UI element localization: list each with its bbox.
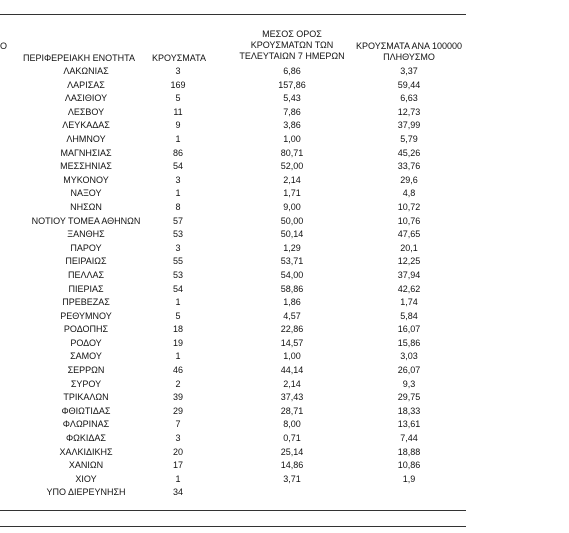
cell-cases: 55 [172,256,183,267]
table-row [0,378,466,392]
cell-7day-average: 53,71 [280,256,304,267]
cell-cases-per-100k: 12,25 [397,256,421,267]
table-row [0,160,466,174]
cell-cases: 20 [172,446,183,457]
cell-cases-per-100k: 5,79 [400,133,418,144]
cell-cases: 7 [175,419,181,430]
table-row [0,201,466,215]
table-row [0,364,466,378]
table-row [0,65,466,79]
table-row [0,242,466,256]
cell-region: ΧΙΟΥ [75,473,97,484]
table-row [0,473,466,487]
cell-7day-average: 1,86 [283,297,301,308]
cell-region: ΠΕΛΛΑΣ [67,269,105,280]
cell-cases: 1 [175,297,181,308]
table-row [0,418,466,432]
cell-cases-per-100k: 1,74 [400,297,418,308]
table-row [0,310,466,324]
table-row [0,215,466,229]
cell-cases: 8 [175,201,181,212]
cell-cases-per-100k: 29,6 [400,174,418,185]
cell-7day-average: 25,14 [280,446,304,457]
cell-region: ΛΕΣΒΟΥ [67,106,105,117]
cell-region: ΧΑΛΚΙΔΙΚΗΣ [59,446,113,457]
cell-region: ΛΑΡΙΣΑΣ [67,79,105,90]
table-row [0,296,466,310]
cell-7day-average: 14,86 [280,460,304,471]
cell-region: ΝΗΣΩΝ [70,201,102,212]
table-row [0,174,466,188]
cell-region: ΤΡΙΚΑΛΩΝ [63,392,109,403]
cell-region: ΧΑΝΙΩΝ [68,460,104,471]
cell-cases-per-100k: 15,86 [397,337,421,348]
cell-cases: 3 [175,433,181,444]
cell-region: ΝΑΞΟΥ [70,188,102,199]
cell-cases: 5 [175,93,181,104]
cell-7day-average: 37,43 [280,392,304,403]
cell-cases-per-100k: 18,33 [397,405,421,416]
cell-cases: 86 [172,147,183,158]
cell-7day-average: 5,43 [283,93,301,104]
cell-cases: 46 [172,365,183,376]
cell-cases-per-100k: 42,62 [397,283,421,294]
cell-cases: 169 [170,79,186,90]
cell-cases: 5 [175,310,181,321]
cell-region: ΝΟΤΙΟΥ ΤΟΜΕΑ ΑΘΗΝΩΝ [31,215,141,226]
cell-cases: 19 [172,337,183,348]
cell-cases-per-100k: 3,03 [400,351,418,362]
table-row [0,133,466,147]
cell-cases-per-100k: 10,76 [397,215,421,226]
cell-region: ΜΑΓΝΗΣΙΑΣ [60,147,112,158]
cell-cases: 18 [172,324,183,335]
cell-7day-average: 2,14 [283,174,301,185]
cell-cases: 1 [175,473,181,484]
cell-7day-average: 50,14 [280,229,304,240]
cell-7day-average: 1,00 [283,133,301,144]
cell-region: ΛΑΣΙΘΙΟΥ [64,93,108,104]
cell-region: ΥΠΟ ΔΙΕΡΕΥΝΗΣΗ [46,487,126,498]
cell-region: ΠΕΙΡΑΙΩΣ [65,256,107,267]
cell-cases: 34 [172,487,183,498]
table-row [0,391,466,405]
cell-cases: 39 [172,392,183,403]
cell-7day-average: 28,71 [280,405,304,416]
cell-cases-per-100k: 10,86 [397,460,421,471]
cell-cases: 57 [172,215,183,226]
cell-cases-per-100k: 47,65 [397,229,421,240]
cell-cases-per-100k: 45,26 [397,147,421,158]
table-row [0,255,466,269]
header-cases: ΚΡΟΥΣΜΑΤΑ [152,53,206,63]
data-table-body [0,65,466,500]
cell-cases-per-100k: 29,75 [397,392,421,403]
table-row [0,228,466,242]
table-row [0,147,466,161]
table-row [0,432,466,446]
cell-7day-average: 6,86 [283,66,301,76]
cell-cases-per-100k: 16,07 [397,324,421,335]
top-rule [0,14,466,15]
cell-7day-average: 50,00 [280,215,304,226]
cell-cases-per-100k: 7,44 [400,433,418,444]
cell-cases: 3 [175,174,181,185]
cell-7day-average: 58,86 [280,283,304,294]
cell-7day-average: 2,14 [283,378,301,389]
table-row [0,106,466,120]
cell-7day-average: 7,86 [283,106,301,117]
cell-cases: 17 [172,460,183,471]
table-row [0,283,466,297]
cell-cases-per-100k: 9,3 [402,378,416,389]
cell-cases-per-100k: 10,72 [397,201,421,212]
cell-7day-average: 14,57 [280,337,304,348]
cell-region: ΞΑΝΘΗΣ [67,229,105,240]
cell-region: ΡΟΔΟΥ [70,337,102,348]
cell-cases-per-100k: 37,99 [397,120,421,131]
cell-cases: 54 [172,161,183,172]
cell-region: ΜΕΣΣΗΝΙΑΣ [60,161,112,172]
cell-region: ΣΥΡΟΥ [70,378,102,389]
cell-cases-per-100k: 12,73 [397,106,421,117]
cell-region: ΠΑΡΟΥ [70,242,102,253]
cell-region: ΠΙΕΡΙΑΣ [68,283,104,294]
cell-7day-average: 1,29 [283,242,301,253]
cell-cases-per-100k: 59,44 [397,79,421,90]
cell-7day-average: 80,71 [280,147,304,158]
cell-7day-average: 54,00 [280,269,304,280]
cell-7day-average: 3,86 [283,120,301,131]
cell-cases-per-100k: 4,8 [402,188,416,199]
cell-cases-per-100k: 33,76 [397,161,421,172]
cell-cases: 3 [175,66,181,76]
cell-region: ΛΗΜΝΟΥ [66,133,106,144]
cell-cases: 1 [175,351,181,362]
header-cases-per-100k: ΚΡΟΥΣΜΑΤΑ ΑΝΑ 100000 ΠΛΗΘΥΣΜΟ [356,41,462,62]
cell-7day-average: 4,57 [283,310,301,321]
cell-region: ΦΩΚΙΔΑΣ [66,433,106,444]
cell-region: ΦΘΙΩΤΙΔΑΣ [61,405,111,416]
table-row [0,187,466,201]
cell-7day-average: 44,14 [280,365,304,376]
cell-cases: 1 [175,133,181,144]
table-row [0,92,466,106]
cell-cases: 9 [175,120,181,131]
cell-cases: 2 [175,378,181,389]
header-region: ΠΕΡΙΦΕΡΕΙΑΚΗ ΕΝΟΤΗΤΑ [22,53,136,63]
cell-7day-average: 1,00 [283,351,301,362]
cell-7day-average: 1,71 [283,188,301,199]
header-7day-average: ΜΕΣΟΣ ΟΡΟΣ ΚΡΟΥΣΜΑΤΩΝ ΤΩΝ ΤΕΛΕΥΤΑΙΩΝ 7 ΗΜΕΡΩΝ [239,29,345,61]
cell-7day-average: 0,71 [283,433,301,444]
cell-cases: 1 [175,188,181,199]
table-row [0,446,466,460]
cell-region: ΣΕΡΡΩΝ [67,365,105,376]
cell-region: ΠΡΕΒΕΖΑΣ [62,297,110,308]
cell-cases-per-100k: 26,07 [397,365,421,376]
cell-7day-average: 22,86 [280,324,304,335]
table-row [0,79,466,93]
cell-cases: 54 [172,283,183,294]
cell-cases-per-100k: 18,88 [397,446,421,457]
cropped-header-fragment: O [0,41,8,51]
table-row [0,337,466,351]
cell-region: ΦΛΩΡΙΝΑΣ [62,419,110,430]
cell-7day-average: 8,00 [283,419,301,430]
cell-cases: 3 [175,242,181,253]
cell-cases-per-100k: 6,63 [400,93,418,104]
table-row [0,323,466,337]
cell-cases-per-100k: 37,94 [397,269,421,280]
cell-region: ΣΑΜΟΥ [70,351,102,362]
cell-cases: 11 [173,106,183,117]
cell-region: ΜΥΚΟΝΟΥ [63,174,109,185]
table-row [0,405,466,419]
cell-region: ΛΑΚΩΝΙΑΣ [63,66,109,76]
cell-7day-average: 3,71 [283,473,301,484]
table-row [0,269,466,283]
bottom-rule-second [0,526,466,527]
cell-7day-average: 9,00 [283,201,301,212]
cell-cases: 29 [172,405,183,416]
cell-cases: 53 [172,229,183,240]
table-row [0,119,466,133]
table-row [0,459,466,473]
table-row [0,350,466,364]
cell-region: ΛΕΥΚΑΔΑΣ [62,120,110,131]
cell-cases-per-100k: 13,61 [397,419,421,430]
cell-cases-per-100k: 3,37 [400,66,418,76]
cell-7day-average: 157,86 [278,79,306,90]
cell-region: ΡΟΔΟΠΗΣ [63,324,109,335]
table-row [0,486,466,500]
cell-cases-per-100k: 5,84 [400,310,418,321]
cell-cases-per-100k: 20,1 [400,242,418,253]
cell-region: ΡΕΘΥΜΝΟΥ [60,310,112,321]
bottom-rule [0,510,466,511]
cell-cases-per-100k: 1,9 [402,473,416,484]
cell-7day-average: 52,00 [280,161,304,172]
cell-cases: 53 [172,269,183,280]
